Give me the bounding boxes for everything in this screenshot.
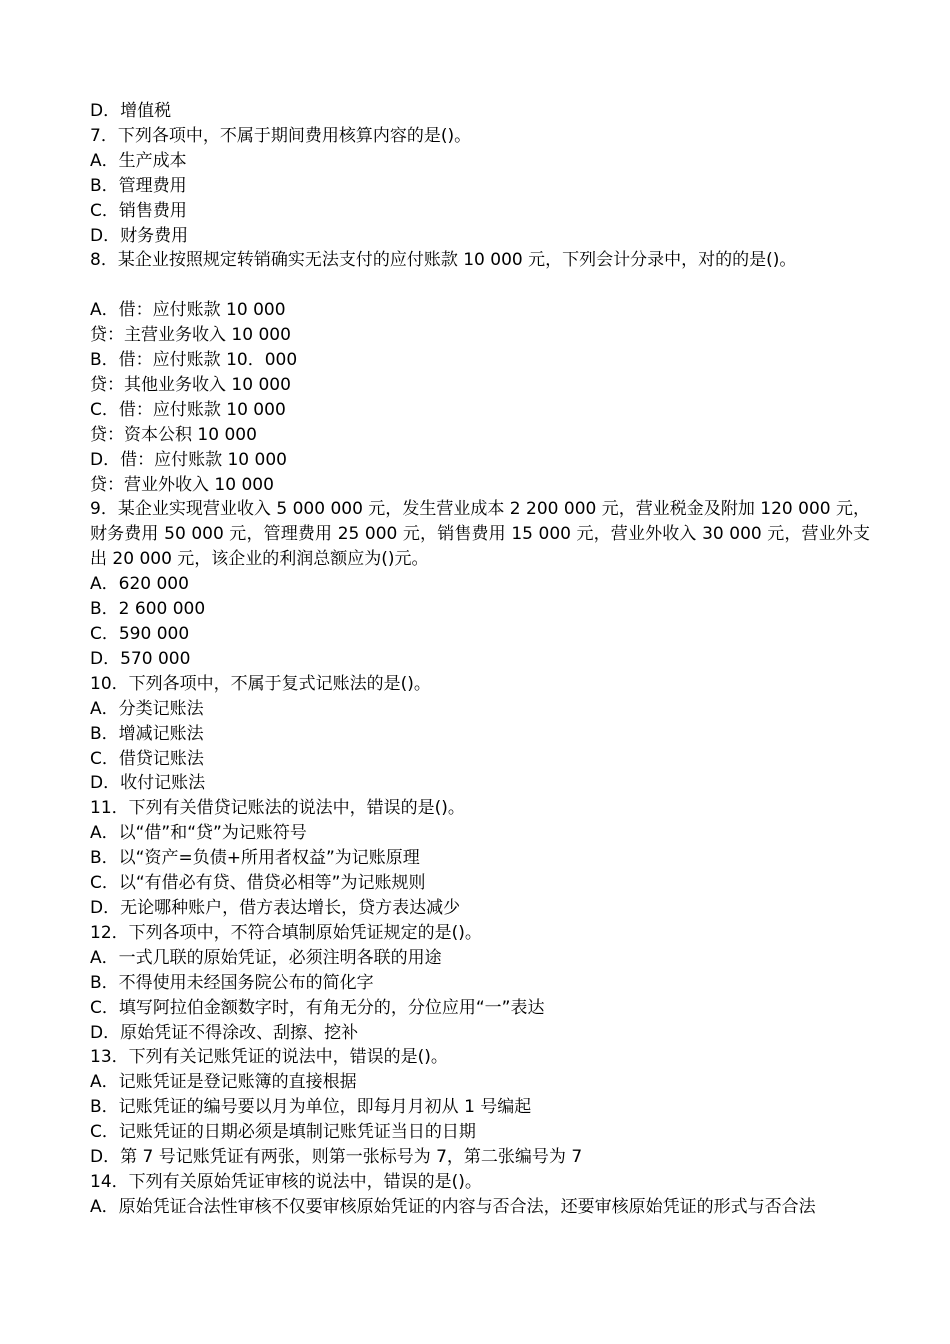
option-line: C．记账凭证的日期必须是填制记账凭证当日的日期 [90,1122,476,1143]
option-line: B．以“资产=负债+所用者权益”为记账原理 [90,848,420,869]
option-line: D．借：应付账款 10 000 [90,449,287,470]
option-line: D．原始凭证不得涂改、刮擦、挖补 [90,1022,359,1043]
option-line: B．管理费用 [90,175,187,196]
question-13: 13．下列有关记账凭证的说法中，错误的是()。 [90,1047,448,1068]
question-10: 10．下列各项中，不属于复式记账法的是()。 [90,673,431,694]
option-line: B．2 600 000 [90,599,206,620]
question-11: 11．下列有关借贷记账法的说法中，错误的是()。 [90,798,465,819]
option-line: B．记账凭证的编号要以月为单位，即每月月初从 1 号编起 [90,1097,532,1118]
option-line: A．620 000 [90,574,189,595]
entry-line: 贷：主营业务收入 10 000 [90,325,291,346]
question-8: 8．某企业按照规定转销确实无法支付的应付账款 10 000 元，下列会计分录中，对的的是()。 [90,250,797,271]
entry-line: 贷：营业外收入 10 000 [90,474,274,495]
option-line: B．借：应付账款 10．000 [90,350,298,371]
entry-line: 贷：资本公积 10 000 [90,424,257,445]
option-line: D．570 000 [90,648,191,669]
entry-line: 贷：其他业务收入 10 000 [90,374,291,395]
option-line: A．记账凭证是登记账簿的直接根据 [90,1072,357,1093]
option-line: D．增值税 [90,101,172,121]
question-14: 14．下列有关原始凭证审核的说法中，错误的是()。 [90,1171,482,1192]
option-line: B．不得使用未经国务院公布的简化字 [90,972,374,993]
option-line: D．财务费用 [90,225,189,246]
option-line: C．借：应付账款 10 000 [90,399,286,420]
document-page [90,99,870,1220]
question-7: 7．下列各项中，不属于期间费用核算内容的是()。 [90,125,472,146]
option-line: D．收付记账法 [90,773,206,794]
option-line: A．生产成本 [90,150,187,171]
option-line: C．以“有借必有贷、借贷必相等”为记账规则 [90,873,426,894]
option-line: C．借贷记账法 [90,748,204,769]
option-line: A．分类记账法 [90,698,204,719]
option-line: A．以“借”和“贷”为记账符号 [90,823,307,844]
option-line: D．第 7 号记账凭证有两张，则第一张标号为 7，第二张编号为 7 [90,1147,583,1168]
option-line: A．原始凭证合法性审核不仅要审核原始凭证的内容与否合法，还要审核原始凭证的形式与否合法 [90,1196,816,1217]
question-12: 12．下列各项中，不符合填制原始凭证规定的是()。 [90,922,482,943]
option-line: D．无论哪种账户，借方表达增长，贷方表达减少 [90,897,461,918]
blank-line [90,273,870,298]
option-line: C．590 000 [90,624,190,645]
question-9: 9．某企业实现营业收入 5 000 000 元，发生营业成本 2 200 000 元，营业税金及附加 120 000 元，财务费用 50 000 元，管理费用 25 000 元，销售费用 15 000 元，营业外收入 30 000 元，营业外支出 20 000 元，该企业的利润总额应为()元。 [90,499,870,570]
option-line: A．借：应付账款 10 000 [90,300,286,321]
option-line: A．一式几联的原始凭证，必须注明各联的用途 [90,947,442,968]
option-line: C．填写阿拉伯金额数字时，有角无分的，分位应用“一”表达 [90,997,545,1018]
option-line: C．销售费用 [90,200,187,221]
option-line: B．增减记账法 [90,723,204,744]
